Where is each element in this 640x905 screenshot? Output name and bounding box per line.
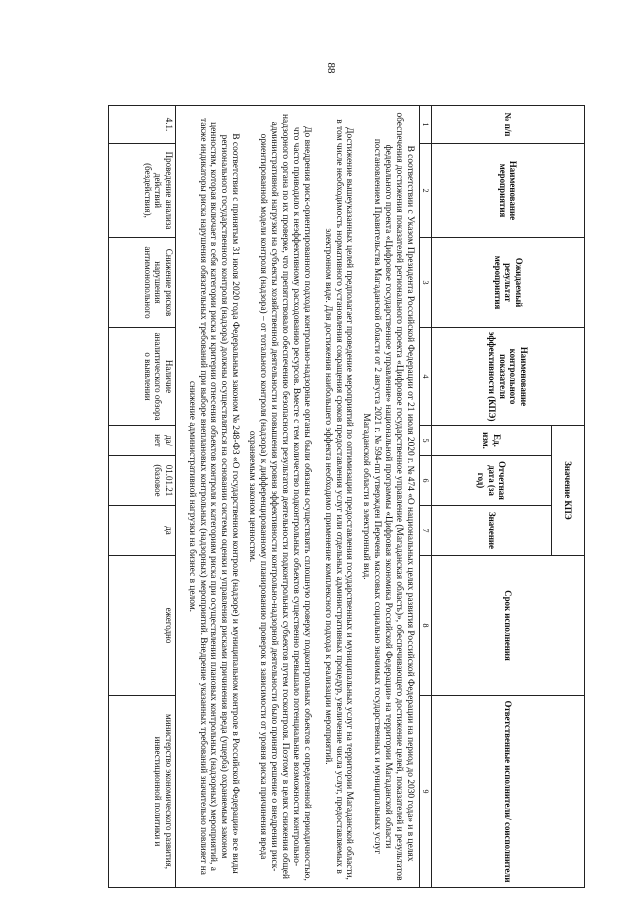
measures-table — [108, 105, 585, 888]
table-row-4-1 — [108, 106, 175, 888]
text-paragraph-3: До внедрения риск-ориентированного подхода контрольно-надзорные органы были обязаны осуществлять сплошную проверку подконтрольных объектов с определенной периодичностью, что часто приводило к неэффективному расходованию ресурсов. Вместе с тем количество подконтрольных объектов существенно превышало потенциальные возможности контрольно-надзорного органа по их проверке, что препятствовало обеспечению безопасности результатов деятельности подконтрольных субъектов путем госконтроля. Поэтому в целях снижения общей административной нагрузки на субъекты хозяйственной деятельности и повышения уровня эффективности контрольно-надзорной деятельности было принято решение о внедрении риск-ориентированной модели контроля (надзора) – от тотального контроля (надзора) к дифференцированному планированию проверок в зависимости от уровня риска причинения вреда охраняемым законом ценностям. — [247, 114, 312, 881]
header-responsible: Ответственные исполнители/ соисполнители — [432, 696, 585, 888]
row-kpe-name: Наличие аналитического обзора о выявлении — [108, 328, 175, 426]
header-measure-name: Наименование мероприятия — [432, 144, 585, 238]
col-number: 7 — [420, 506, 432, 556]
header-expected-result: Ожидаемый результат мероприятия — [432, 238, 585, 328]
col-number: 5 — [420, 426, 432, 456]
row-term: ежегодно — [108, 556, 175, 696]
col-number: 1 — [420, 106, 432, 144]
text-block-row — [175, 106, 419, 888]
col-number: 6 — [420, 456, 432, 506]
col-number: 8 — [420, 556, 432, 696]
page-number: 88 — [325, 62, 337, 74]
text-paragraph-4: В соответствии с принятым 31 июля 2020 года Федеральным законом № 248-ФЗ «О государственном контроле (надзоре) и муниципальном контроле в Российской Федерации» все виды регионального государственного контроля (надзора) должны осуществляться на основании системы оценки и управления рисками причинения вреда (ущерба) охраняемым законом ценностям, которая включает в себя категории риска и критерии отнесения объектов контроля к категориям риска при осуществлении плановых контрольных (надзорных) мероприятий, а также индикаторы риска нарушения обязательных требований при выборе внеплановых контрольных (надзорных) мероприятий. Внедрение указанных требований значительно повлияет на снижение административной нагрузки на бизнес в целом. — [186, 118, 241, 875]
col-number: 4 — [420, 328, 432, 426]
header-report-date: Отчетная дата (за год) — [432, 456, 552, 506]
header-kpe-name: Наименование контрольного показателя эффективности (КПЭ) — [432, 328, 585, 426]
row-num: 4.1. — [108, 106, 175, 144]
row-responsible: министерство экономического развития, инвестиционной политики и — [108, 696, 175, 888]
col-number: 9 — [420, 696, 432, 888]
row-measure-name: Проведение анализа действий (бездействия), — [108, 144, 175, 238]
header-unit: Ед. изм. — [432, 426, 552, 456]
row-unit: да/ нет — [108, 426, 175, 456]
rotated-table-container — [52, 105, 585, 887]
col-number: 3 — [420, 238, 432, 328]
column-number-row — [420, 106, 432, 888]
text-block-cell — [175, 106, 419, 888]
header-value: Значение — [432, 506, 552, 556]
text-paragraph-1: В соответствии с Указом Президента Российской Федерации от 21 июля 2020 г. № 474 «О национальных целях развития Российской Федерации на период до 2030 года» и в целях обеспечения достижения показателей регионального проекта «Цифровое государственное управление (Магаданская область)», обеспечивающего достижение целей, показателей и результатов федерального проекта «Цифровое государственное управление» национальной программы «Цифровая экономика Российской Федерации» на территории Магаданской области постановлением Правительства Магаданской области от 2 августа 2021 г. № 594-пп утвержден Перечень массовых социально значимых государственных и муниципальных услуг Магаданской области в электронный вид. — [361, 112, 415, 881]
header-row-1 — [551, 106, 584, 888]
col-number: 2 — [420, 144, 432, 238]
header-num: № п/п — [432, 106, 585, 144]
row-expected-result: Снижение рисков нарушения антимонопольного — [108, 238, 175, 328]
row-value: да — [108, 506, 175, 556]
text-paragraph-2: Достижение вышеуказанных целей предполагает проведение мероприятий по оптимизации предоставления государственных и муниципальных услуг на территории Магаданской области, в том числе необходимость нормативного установления сокращения сроков предоставления услуг или отдельных административных процедур, увеличение числа услуг, предоставляемых в электронном виде. Для достижения наибольшего эффекта необходимо применение комплексного подхода к реализации мероприятий. — [322, 119, 355, 880]
header-term: Срок исполнения — [432, 556, 585, 696]
header-kpe-group: Значение КПЭ — [551, 426, 584, 556]
row-report-date: 01.01.21 (базовое — [108, 456, 175, 506]
